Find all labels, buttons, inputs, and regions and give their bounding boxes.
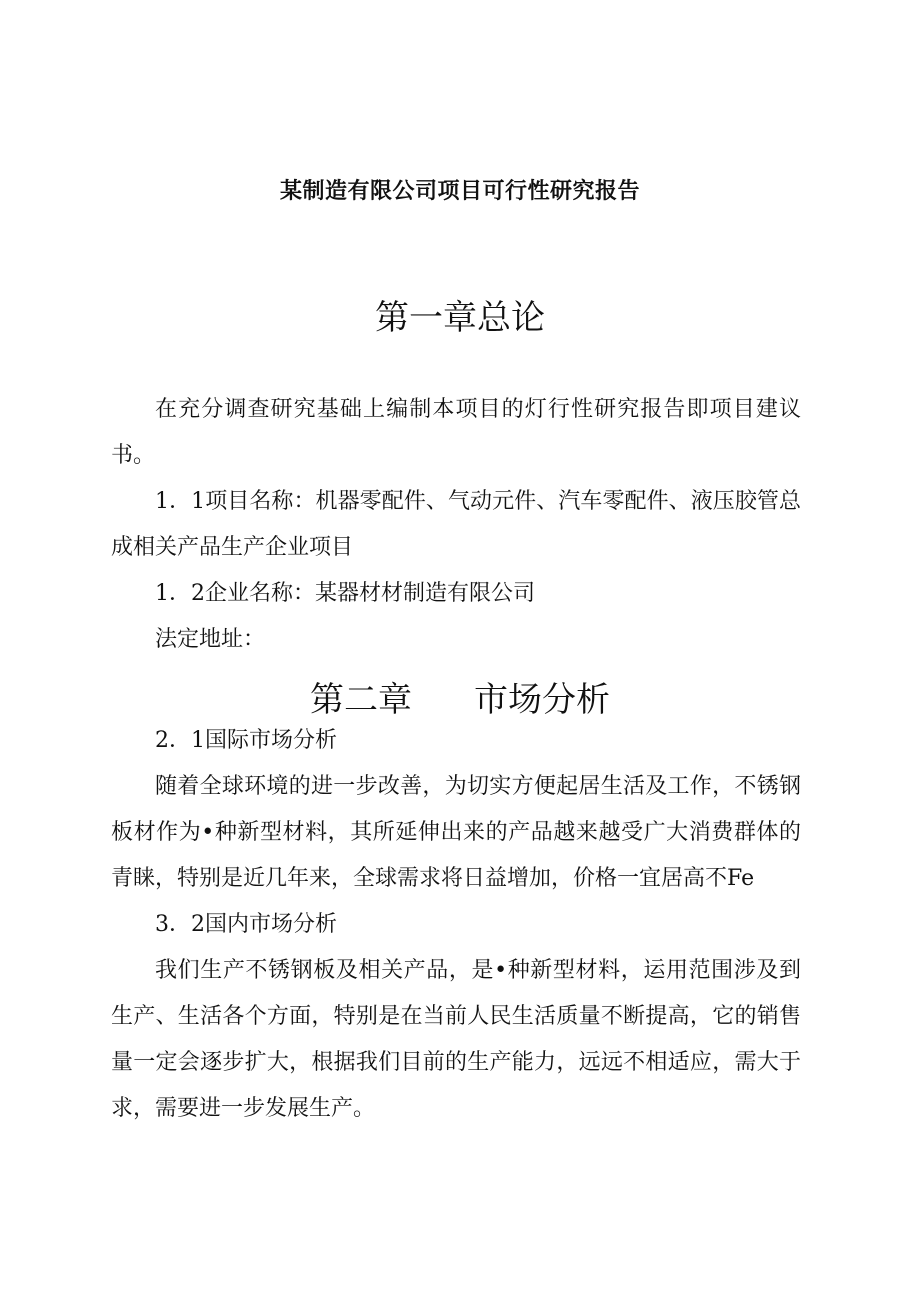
- project-name-paragraph: 1．1项目名称：机器零配件、气动元件、汽车零配件、液压胶管总成相关产品生产企业项目: [111, 489, 801, 560]
- document-title: 某制造有限公司项目可行性研究报告: [279, 179, 640, 204]
- company-name-paragraph: 1．2企业名称：某器材材制造有限公司: [155, 581, 535, 606]
- chapter-2-title: 市场分析: [474, 680, 610, 720]
- domestic-market-paragraph: 我们生产不锈钢板及相关产品，是•种新型材料，运用范围涉及到生产、生活各个方面，特别是在当前人民生活质量不断提高，它的销售量一定会逐步扩大，根据我们目前的生产能力，远远不相适应，需大于求，需要进一步发展生产。: [111, 958, 801, 1121]
- chapter-1-heading: 第一章总论: [375, 298, 545, 338]
- chapter-1-body: [111, 387, 801, 663]
- legal-address-paragraph: 法定地址：: [155, 627, 266, 652]
- chapter-2-heading: [0, 672, 920, 721]
- international-market-paragraph: 随着全球环境的进一步改善，为切实方便起居生活及工作，不锈钢板材作为•种新型材料，其所延伸出来的产品越来越受广大消费群体的青睐，特别是近几年来，全球需求将日益增加，价格一宜居高不Fe: [111, 774, 801, 891]
- intro-paragraph: 在充分调查研究基础上编制本项目的灯行性研究报告即项目建议书。: [111, 397, 801, 468]
- domestic-market-heading: 3．2国内市场分析: [155, 912, 337, 937]
- international-market-heading: 2．1国际市场分析: [155, 728, 337, 753]
- chapter-2-number: 第二章: [310, 680, 412, 720]
- chapter-2-body: [111, 718, 801, 1132]
